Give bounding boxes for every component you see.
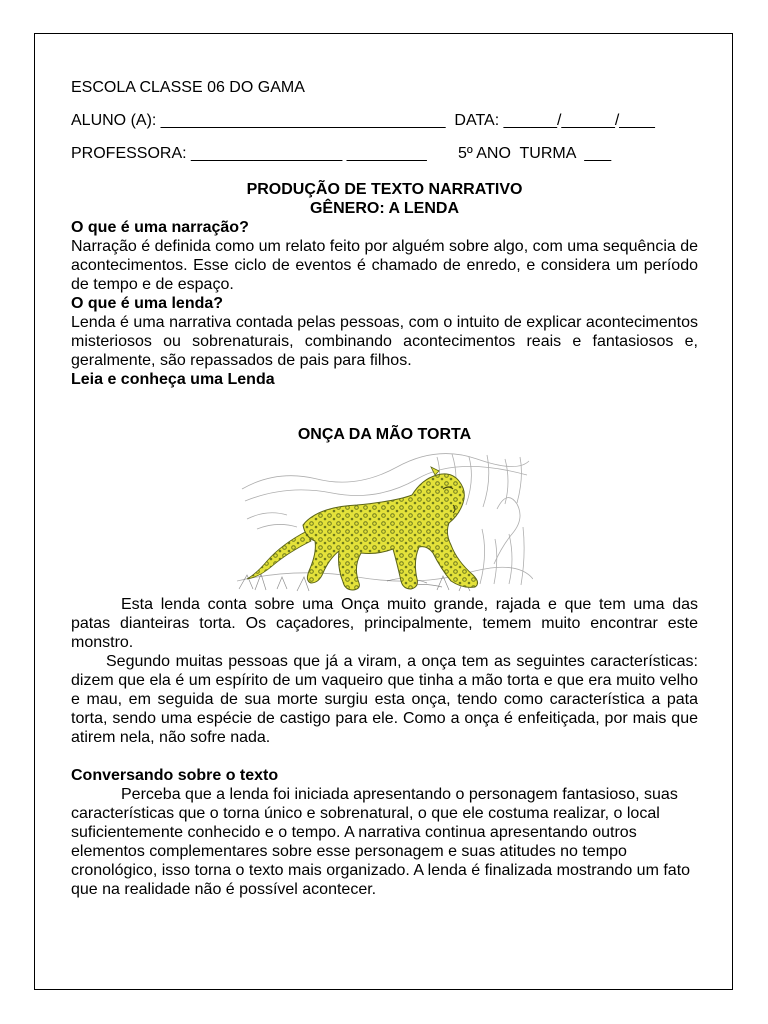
read-invite: Leia e conheça uma Lenda [71,371,275,388]
story-paragraph-2: Segundo muitas pessoas que já a viram, a onça tem as seguintes características: dizem que ela é um espírito de um vaqueiro que tinha a mão torta e que era muito velho e mau, em seguida de sua morte surgiu esta onça, tendo como característica a pata torta, sendo uma espécie de castigo para ele. Como a onça é enfeitiçada, por mais que atirem nela, não sofre nada. [71,653,698,746]
worksheet-genre: GÊNERO: A LENDA [309,200,460,217]
discussion-heading: Conversando sobre o texto [71,767,279,784]
student-date-line: ALUNO (A): ________________________________ DATA: ______/______/____ [71,112,655,129]
legend-answer: Lenda é uma narrativa contada pelas pessoas, com o intuito de explicar acontecimentos misteriosos ou sobrenaturais, combinando acontecimentos reais e fantasiosos e, geralmente, são repassados de pais para filhos. [71,314,698,369]
school-name: ESCOLA CLASSE 06 DO GAMA [71,79,305,96]
worksheet-content [71,78,698,899]
jaguar-illustration-icon [237,449,533,595]
teacher-class-line: PROFESSORA: _________________ _________ 5º ANO TURMA ___ [71,145,612,162]
story-paragraph-1: Esta lenda conta sobre uma Onça muito grande, rajada e que tem uma das patas dianteiras torta. Os caçadores, principalmente, temem muito encontrar este monstro. [71,596,698,651]
worksheet-title: PRODUÇÃO DE TEXTO NARRATIVO [246,181,523,198]
narration-answer: Narração é definida como um relato feito por alguém sobre algo, com uma sequência de acontecimentos. Esse ciclo de eventos é chamado de enredo, e considera um período de tempo e de espaço. [71,238,699,293]
legend-question: O que é uma lenda? [71,295,224,312]
story-title: ONÇA DA MÃO TORTA [297,426,472,443]
worksheet-frame [34,33,733,990]
discussion-paragraph: Perceba que a lenda foi iniciada apresentando o personagem fantasioso, suas características que o torna único e sobrenatural, o que ele costuma realizar, o local suficientemente conhecido e o tempo. A narrativa continua apresentando outros elementos complementares sobre esse personagem e suas atitudes no tempo cronológico, isso torna o texto mais organizado. A lenda é finalizada mostrando um fato que na realidade não é possível acontecer. [71,786,691,898]
narration-question: O que é uma narração? [71,219,249,236]
